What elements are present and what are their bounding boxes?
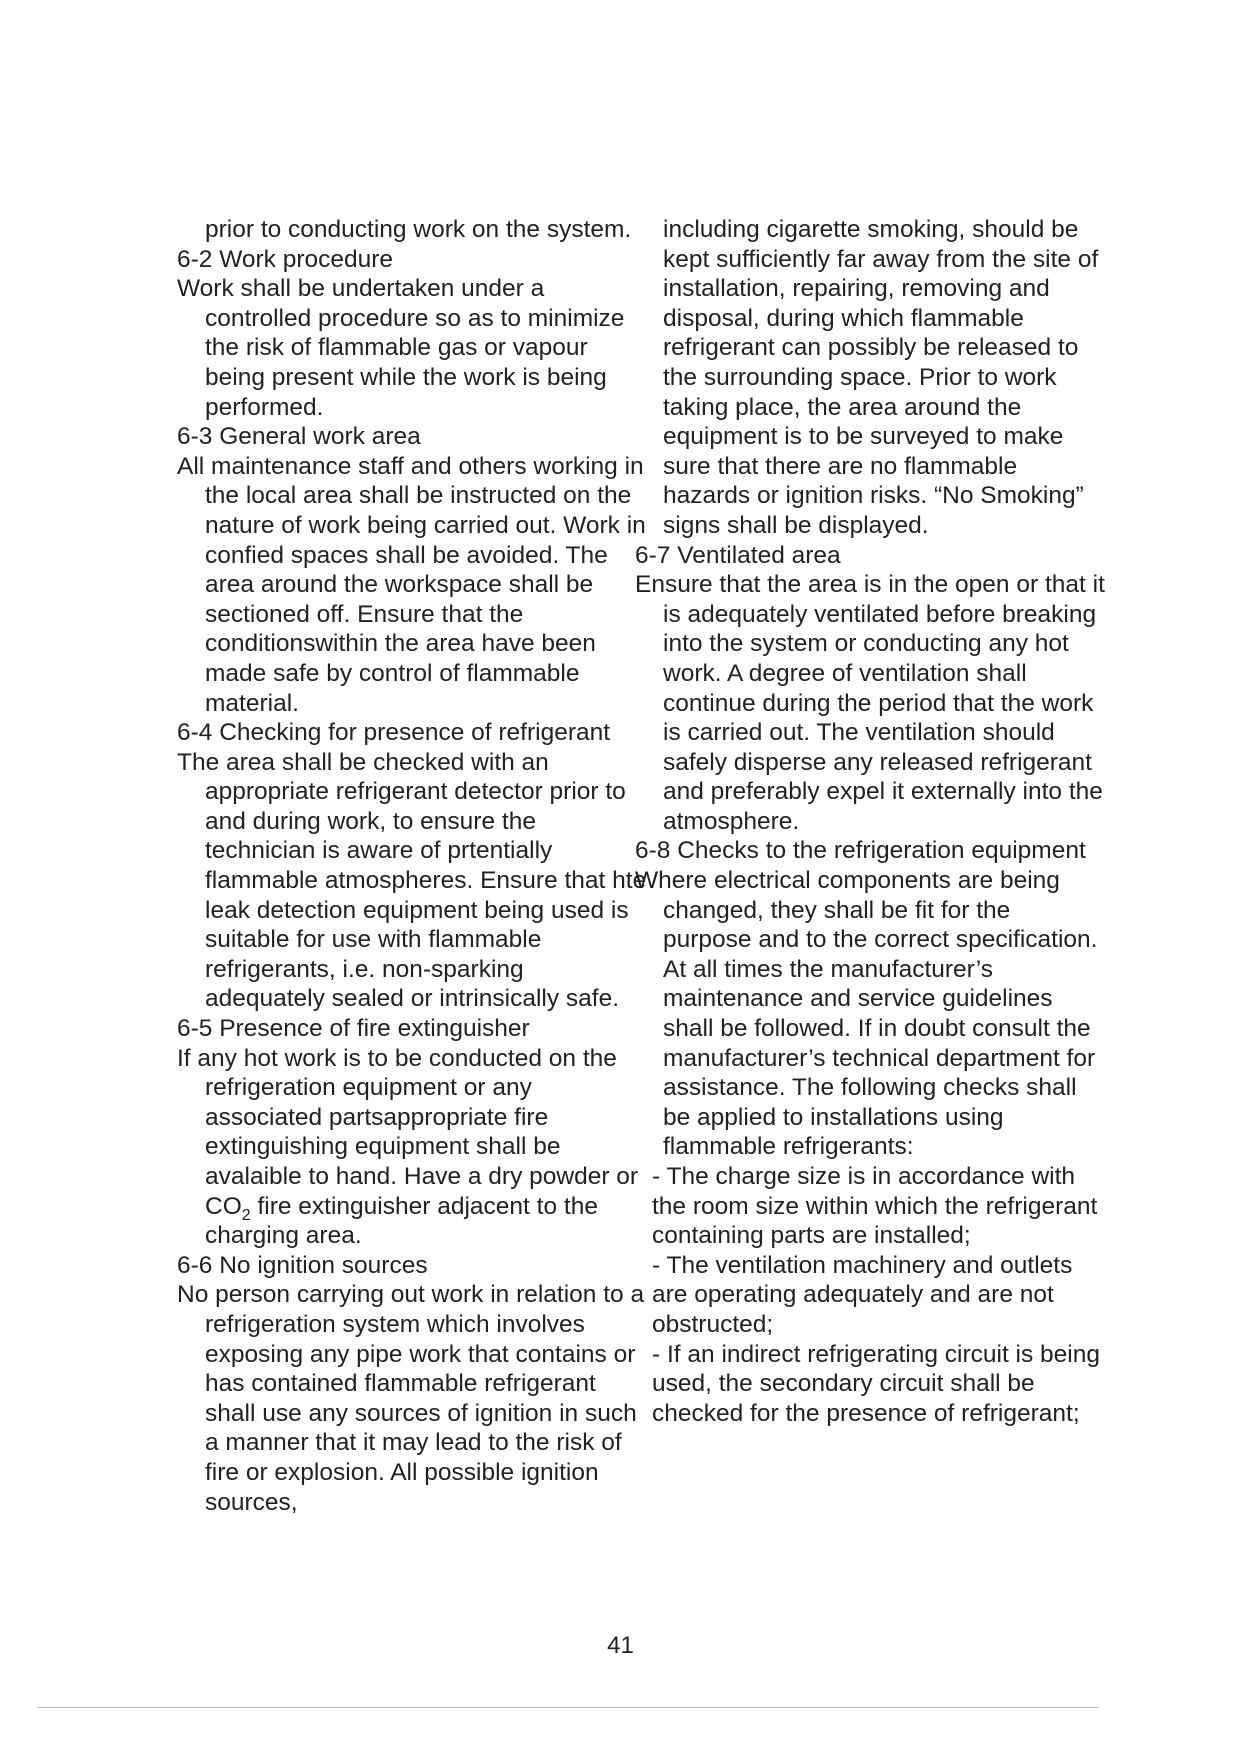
section-heading-6-8: 6-8 Checks to the refrigeration equipment (635, 837, 1086, 865)
left-column (177, 215, 647, 1517)
section-heading-6-4: 6-4 Checking for presence of refrigerant (177, 719, 611, 747)
paragraph-checking-refrigerant: The area shall be checked with an appropriate refrigerant detector prior to and during work, to ensure the technician is aware of prtentially flammable atmospheres. Ensure that hte leak detection equipment being used is suitable for use with flammable refrigerants, i.e. non-sparking adequately sealed or intrinsically safe. (177, 748, 647, 1013)
section-heading-6-3: 6-3 General work area (177, 423, 421, 451)
right-column (635, 215, 1105, 1428)
bullet-indirect-circuit: - If an indirect refrigerating circuit is being used, the secondary circuit shall be checked for the presence of refrigerant; (652, 1340, 1100, 1427)
continuation-text: prior to conducting work on the system. (205, 216, 632, 243)
paragraph-fire-extinguisher (177, 1044, 647, 1251)
bullet-ventilation-machinery: - The ventilation machinery and outlets are operating adequately and are not obstructed; (652, 1251, 1073, 1338)
co2-subscript: 2 (241, 1206, 251, 1224)
section-heading-6-2: 6-2 Work procedure (177, 245, 394, 273)
continuation-text: including cigarette smoking, should be kept sufficiently far away from the site of installation, repairing, removing and disposal, during which flammable refrigerant can possibly be released to the surrounding space. Prior to work taking place, the area around the equipment is to be surveyed to make sure that there are no flammable hazards or ignition risks. “No Smoking” signs shall be displayed. (663, 216, 1099, 539)
paragraph-ventilated-area: Ensure that the area is in the open or that it is adequately ventilated before breaking into the system or conducting any hot work. A degree of ventilation shall continue during the period that the work is carried out. The ventilation should safely disperse any released refrigerant and preferably expel it externally into the atmosphere. (635, 571, 1105, 835)
section-heading-6-7: 6-7 Ventilated area (635, 541, 841, 569)
fire-extinguisher-text-before: If any hot work is to be conducted on the refrigeration equipment or any associated partsappropriate fire extinguishing equipment shall be avalaible to hand. Have a dry powder or CO (177, 1044, 639, 1220)
footer-divider (38, 1707, 1098, 1708)
paragraph-work-procedure: Work shall be undertaken under a controlled procedure so as to minimize the risk of flammable gas or vapour being present while the work is being performed. (177, 275, 625, 421)
paragraph-checks-equipment: Where electrical components are being changed, they shall be fit for the purpose and to the correct specification. At all times the manufacturer’s maintenance and service guidelines shall be followed. If in doubt consult the manufacturer’s technical department for assistance. The following checks shall be applied to installations using flammable refrigerants: (635, 867, 1098, 1161)
fire-extinguisher-text-after: fire extinguisher adjacent to the charging area. (205, 1192, 598, 1250)
page-number: 41 (607, 1632, 634, 1659)
bullet-charge-size: - The charge size is in accordance with the room size within which the refrigerant containing parts are installed; (652, 1163, 1098, 1250)
paragraph-ignition-sources: No person carrying out work in relation to a refrigeration system which involves exposing any pipe work that contains or has contained flammable refrigerant shall use any sources of ignition in such a manner that it may lead to the risk of fire or explosion. All possible ignition sources, (177, 1281, 645, 1516)
section-heading-6-5: 6-5 Presence of fire extinguisher (177, 1015, 530, 1043)
section-heading-6-6: 6-6 No ignition sources (177, 1251, 428, 1279)
paragraph-general-work-area: All maintenance staff and others working in the local area shall be instructed on the nature of work being carried out. Work in confied spaces shall be avoided. The area around the workspace shall be sectioned off. Ensure that the conditionswithin the area have been made safe by control of flammable material. (177, 452, 646, 717)
